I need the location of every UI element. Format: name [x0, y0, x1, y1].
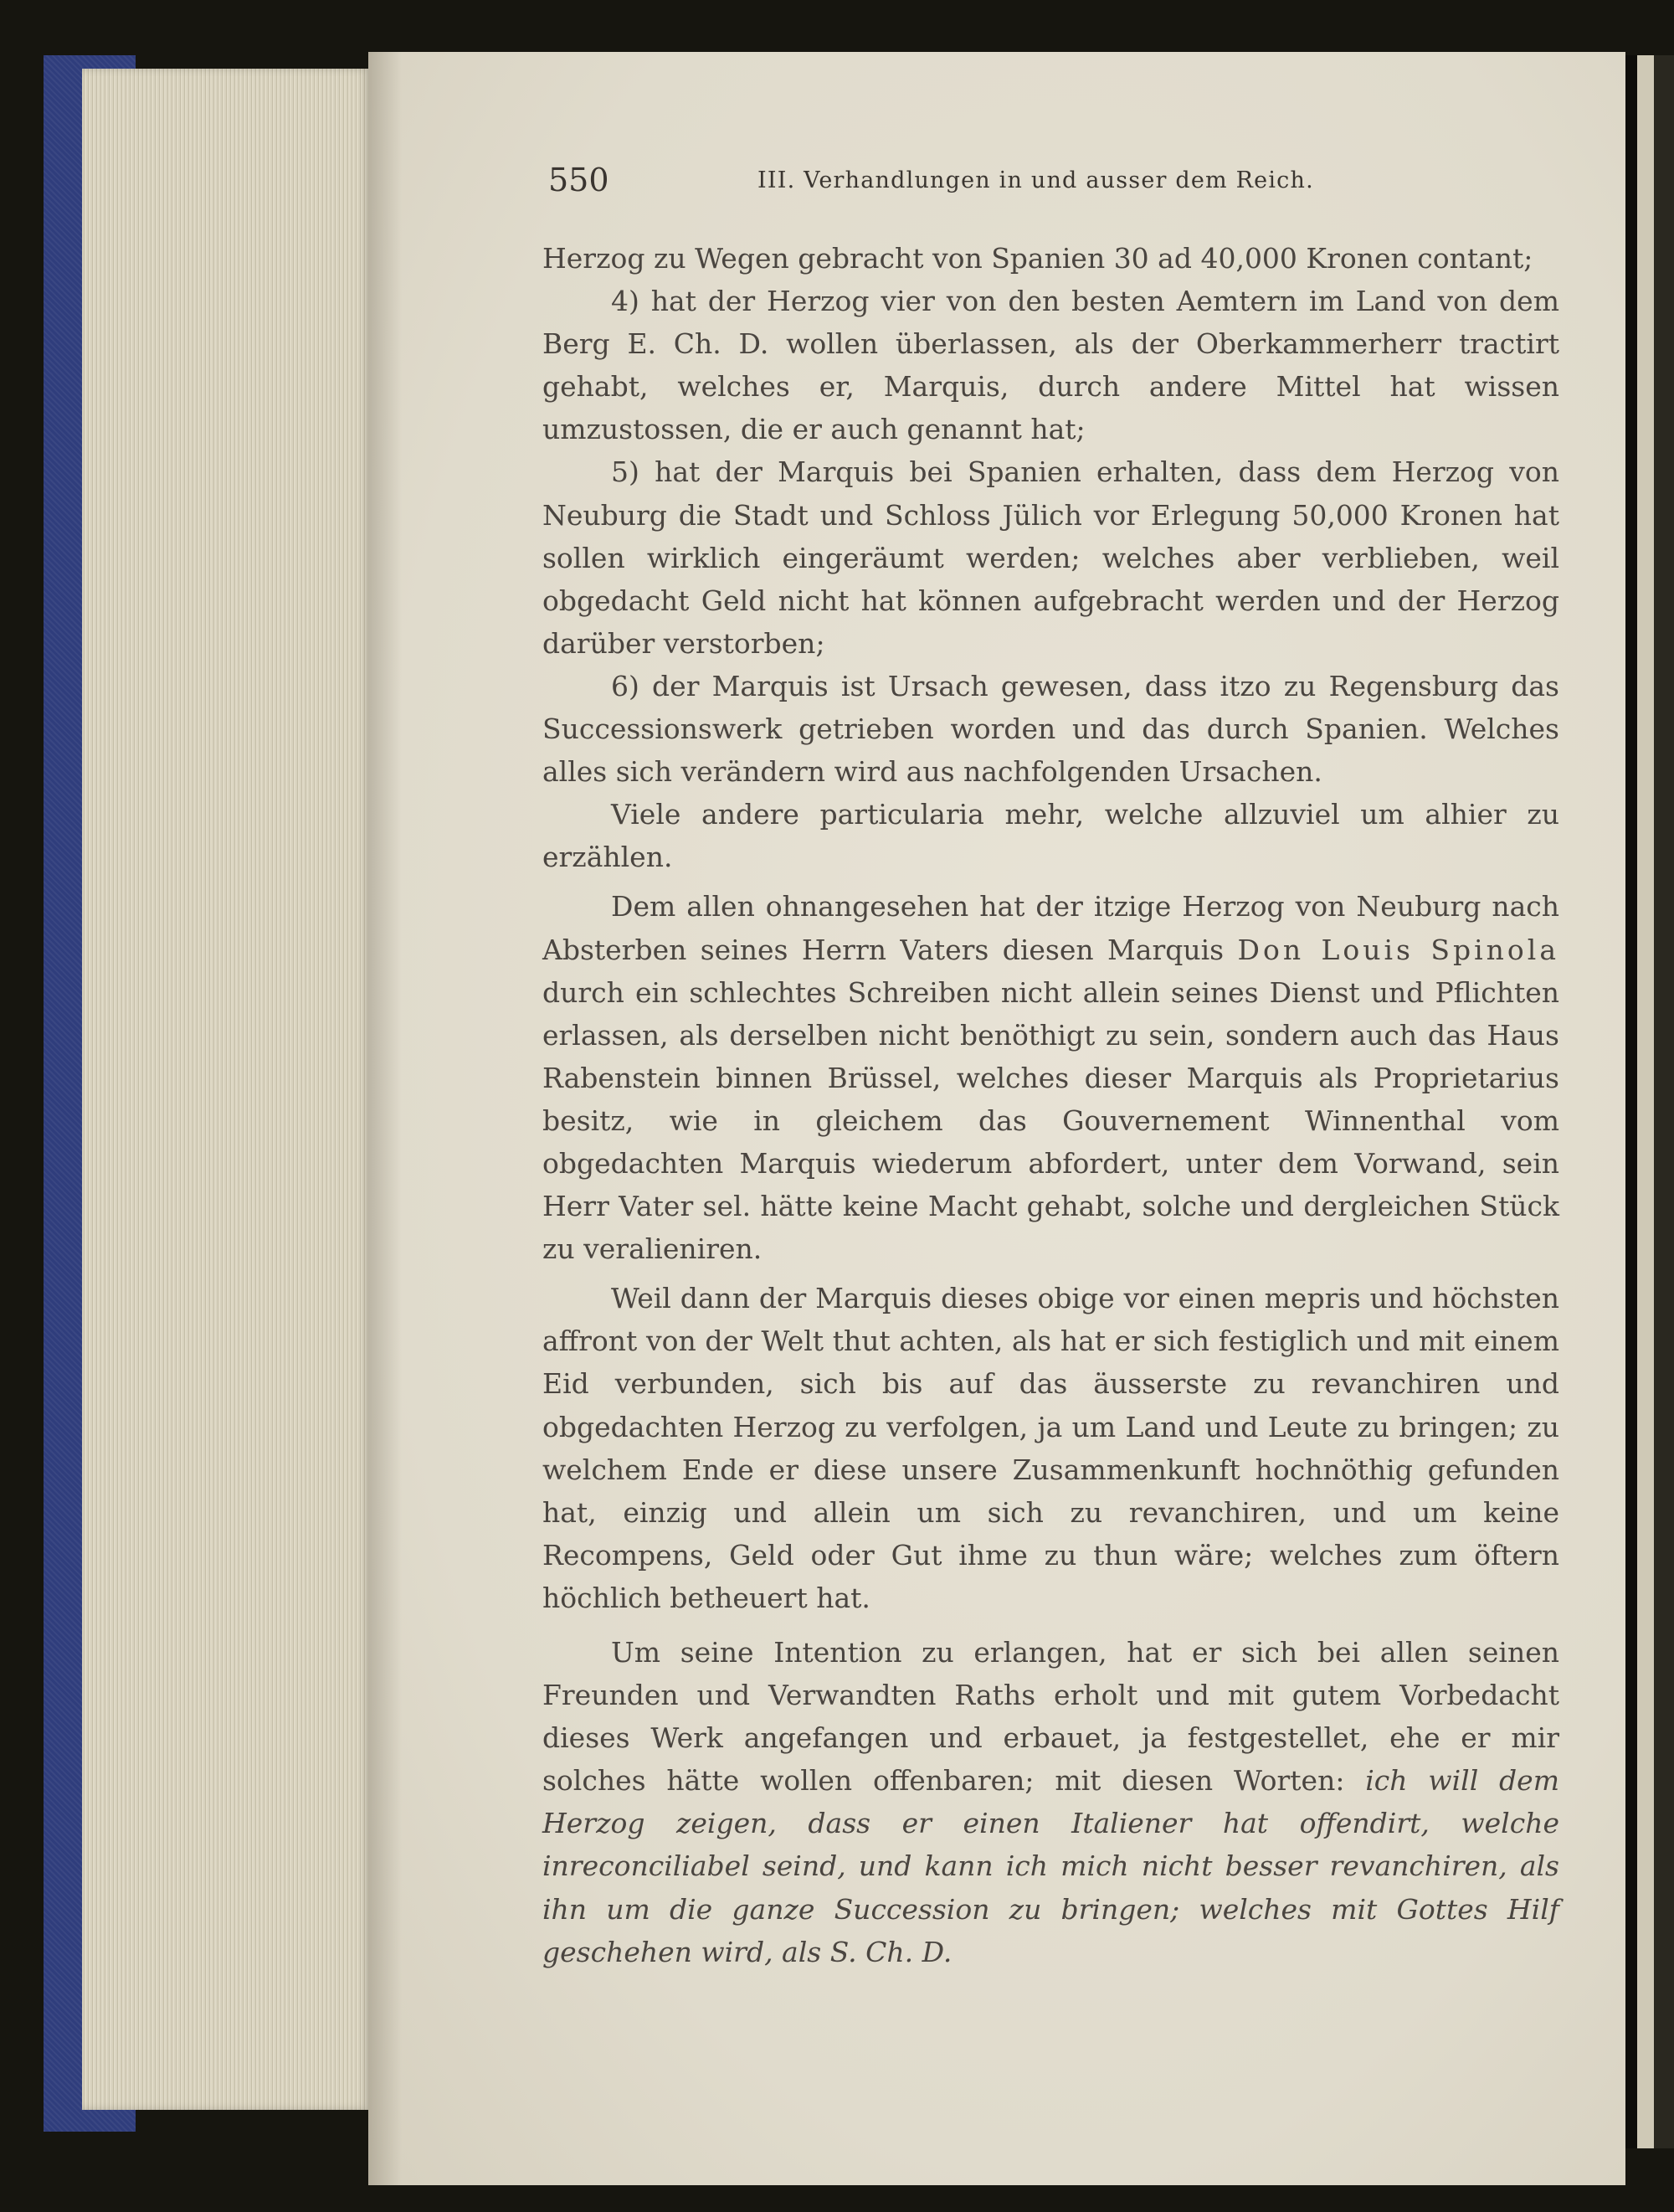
- running-header: [548, 159, 1557, 201]
- page-body: [542, 237, 1559, 1973]
- paragraph-3: 5) hat der Marquis bei Spanien erhalten, dass dem Herzog von Neuburg die Stadt und Schloss Jülich vor Erlegung 50,000 Kronen hat sollen wirklich eingeräumt werden; welches aber verblieben, weil obgedacht Geld nicht hat können aufgebracht werden und der Herzog darüber verstorben;: [542, 455, 1559, 660]
- paragraph-7: Weil dann der Marquis dieses obige vor einen mepris und höchsten affront von der Welt thut achten, als hat er sich festiglich und mit einem Eid verbunden, sich bis auf das äusserste zu revanchiren und obgedachten Herzog zu verfolgen, ja um Land und Leute zu bringen; zu welchem Ende er diese unsere Zusammenkunft hochnöthig gefunden hat, einzig und allein um sich zu revanchiren, und um keine Recompens, Geld oder Gut ihme zu thun wäre; welches zum öftern höchlich betheuert hat.: [542, 1282, 1559, 1614]
- paragraph-6: [542, 885, 1559, 1270]
- gutter-shadow: [368, 52, 402, 2185]
- paragraph-6-text: Dem allen ohnangesehen hat der itzige Herzog von Neuburg nach Absterben seines Herrn Vaters diesen Marquis: [542, 890, 1559, 966]
- paragraph-1: Herzog zu Wegen gebracht von Spanien 30 ad 40,000 Kronen contant;: [542, 242, 1533, 275]
- facing-page-edge: [1625, 55, 1674, 2148]
- paragraph-6-rest: durch ein schlechtes Schreiben nicht allein seines Dienst und Pflichten erlassen, als derselben nicht benöthigt zu sein, sondern auch das Haus Rabenstein binnen Brüssel, welches dieser Marquis als Proprietarius besitz, wie in gleichem das Gouvernement Winnenthal vom obgedachten Marquis wiederum abfordert, unter dem Vorwand, sein Herr Vater sel. hätte keine Macht gehabt, solche und dergleichen Stück zu veralieniren.: [542, 975, 1559, 1266]
- paragraph-5: Viele andere particularia mehr, welche allzuviel um alhier zu erzählen.: [542, 798, 1559, 874]
- italic-quote: ich will dem Herzog zeigen, dass er einen Italiener hat offendirt, welche inreconciliabel seind, und kann ich mich nicht besser revanchiren, als ihn um die ganze Succession zu bringen; welches mit Gottes Hilf geschehen wird, als S. Ch. D.: [542, 1764, 1559, 1968]
- paragraph-8: [542, 1631, 1559, 1973]
- paragraph-2: 4) hat der Herzog vier von den besten Aemtern im Land von dem Berg E. Ch. D. wollen überlassen, als der Oberkammerherr tractirt gehabt, welches er, Marquis, durch andere Mittel hat wissen umzustossen, die er auch genannt hat;: [542, 285, 1559, 446]
- paragraph-8-text: Um seine Intention zu erlangen, hat er sich bei allen seinen Freunden und Verwandten Raths erholt und mit gutem Vorbedacht dieses Werk angefangen und erbauet, ja festgestellet, ehe er mir solches hätte wollen offenbaren; mit diesen Worten:: [542, 1636, 1559, 1798]
- running-title: III. Verhandlungen in und ausser dem Reich.: [757, 167, 1314, 193]
- paragraph-4: 6) der Marquis ist Ursach gewesen, dass itzo zu Regensburg das Successionswerk getrieben worden und das durch Spanien. Welches alles sich verändern wird aus nachfolgenden Ursachen.: [542, 669, 1559, 789]
- spaced-name: Don Louis Spinola: [1237, 933, 1559, 966]
- page-number: 550: [548, 162, 609, 198]
- page-edges: [82, 69, 371, 2110]
